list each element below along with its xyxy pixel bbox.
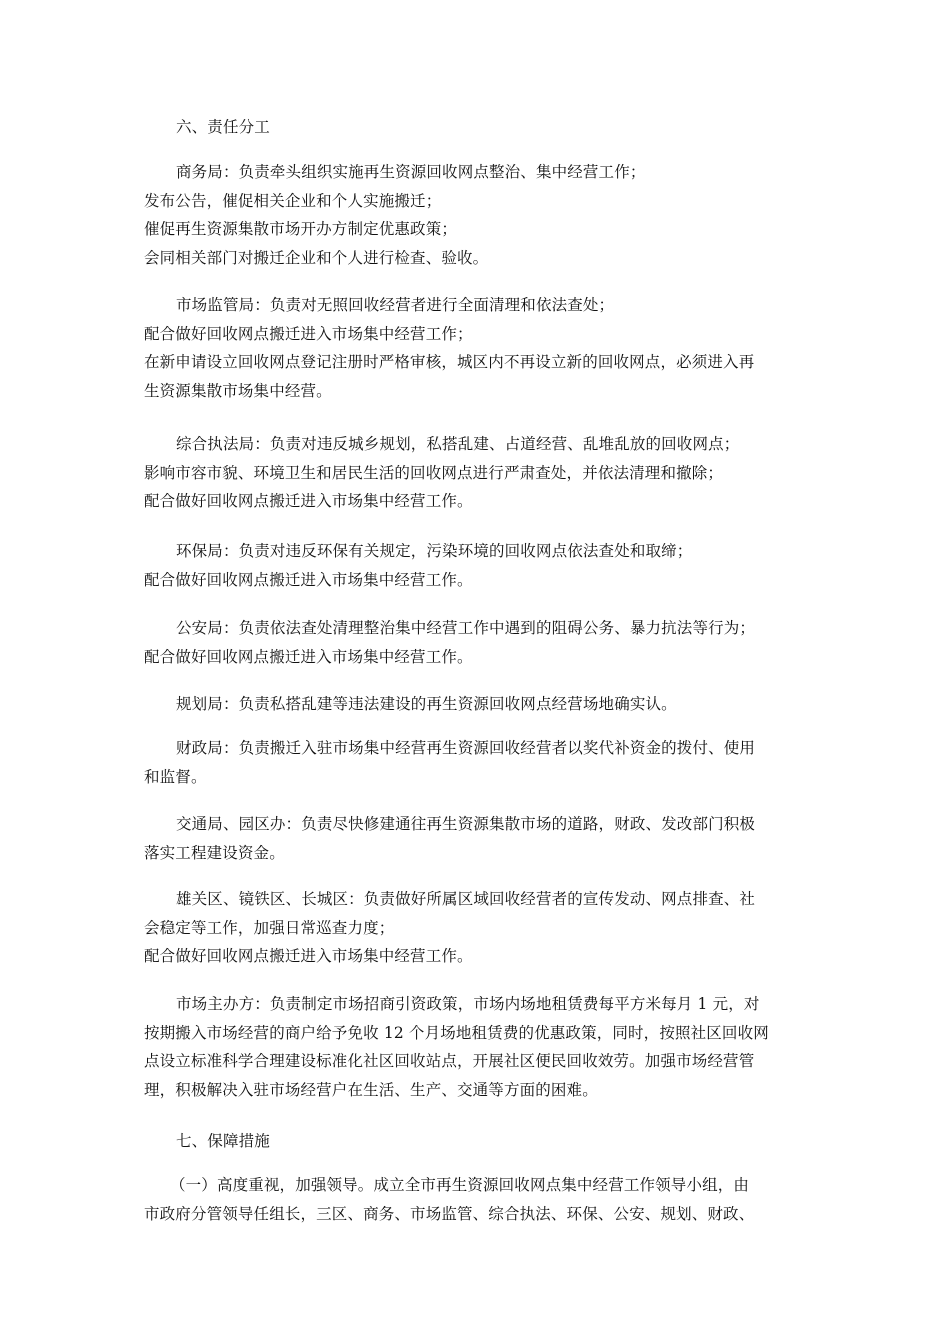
heading-text: 七、保障措施 (176, 1132, 270, 1150)
paragraph-line: 交通局、园区办：负责尽快修建通往再生资源集散市场的道路，财政、发改部门积极 (176, 815, 756, 833)
paragraph-line: 规划局：负责私搭乱建等违法建设的再生资源回收网点经营场地确实认。 (176, 695, 677, 713)
paragraph-market-organizer (144, 990, 814, 1104)
paragraph-line: 落实工程建设资金。 (144, 843, 285, 862)
paragraph-environmental-bureau (144, 537, 814, 594)
paragraph-line: 会同相关部门对搬迁企业和个人进行检查、验收。 (144, 248, 489, 267)
paragraph-commerce-bureau (144, 158, 814, 272)
paragraph-line: 配合做好回收网点搬迁进入市场集中经营工作。 (144, 492, 473, 510)
section-heading-safeguards (144, 1127, 814, 1156)
paragraph-line: 市政府分管领导任组长，三区、商务、市场监管、综合执法、环保、公安、规划、财政、 (144, 1204, 755, 1223)
paragraph-line: 发布公告，催促相关企业和个人实施搬迁； (144, 191, 442, 210)
paragraph-line: 市场主办方：负责制定市场招商引资政策，市场内场地租赁费每平方米每月 1 元，对 (176, 995, 760, 1013)
paragraph-line: 在新申请设立回收网点登记注册时严格审核，城区内不再设立新的回收网点，必须进入再 (144, 353, 755, 371)
section-heading-responsibility (144, 113, 814, 142)
paragraph-line: 商务局：负责牵头组织实施再生资源回收网点整治、集中经营工作； (176, 163, 646, 181)
paragraph-public-security-bureau (144, 614, 814, 671)
paragraph-line: 财政局：负责搬迁入驻市场集中经营再生资源回收经营者以奖代补资金的拨付、使用 (176, 739, 756, 757)
paragraph-line: 会稳定等工作，加强日常巡查力度； (144, 918, 395, 937)
paragraph-measure-1 (144, 1171, 814, 1228)
paragraph-line: 配合做好回收网点搬迁进入市场集中经营工作。 (144, 647, 473, 666)
heading-text: 六、责任分工 (176, 118, 270, 136)
paragraph-districts (144, 885, 814, 971)
paragraph-line: 环保局：负责对违反环保有关规定，污染环境的回收网点依法查处和取缔； (176, 542, 693, 560)
paragraph-finance-bureau (144, 734, 814, 791)
paragraph-line: 配合做好回收网点搬迁进入市场集中经营工作。 (144, 947, 473, 965)
paragraph-line: 配合做好回收网点搬迁进入市场集中经营工作； (144, 324, 473, 343)
paragraph-line: 雄关区、镜铁区、长城区：负责做好所属区域回收经营者的宣传发动、网点排查、社 (176, 890, 756, 908)
paragraph-line: 点设立标准科学合理建设标准化社区回收站点，开展社区便民回收效劳。加强市场经营管 (144, 1052, 755, 1070)
paragraph-line: 综合执法局：负责对违反城乡规划，私搭乱建、占道经营、乱堆乱放的回收网点； (176, 435, 740, 453)
paragraph-line: 和监督。 (144, 767, 207, 786)
paragraph-transport-bureau (144, 810, 814, 867)
paragraph-line: （一）高度重视，加强领导。成立全市再生资源回收网点集中经营工作领导小组，由 (170, 1176, 750, 1194)
paragraph-law-enforcement-bureau (144, 430, 814, 516)
paragraph-line: 按期搬入市场经营的商户给予免收 12 个月场地租赁费的优惠政策，同时，按照社区回收网 (144, 1023, 769, 1042)
paragraph-market-supervision-bureau (144, 291, 814, 405)
paragraph-line: 生资源集散市场集中经营。 (144, 381, 332, 400)
paragraph-line: 催促再生资源集散市场开办方制定优惠政策； (144, 220, 458, 238)
paragraph-line: 理，积极解决入驻市场经营户在生活、生产、交通等方面的困难。 (144, 1080, 598, 1099)
paragraph-line: 市场监管局：负责对无照回收经营者进行全面清理和依法查处； (176, 296, 615, 314)
paragraph-planning-bureau (144, 690, 814, 719)
paragraph-line: 影响市容市貌、环境卫生和居民生活的回收网点进行严肃查处，并依法清理和撤除； (144, 463, 724, 482)
paragraph-line: 公安局：负责依法查处清理整治集中经营工作中遇到的阻碍公务、暴力抗法等行为； (176, 619, 756, 637)
paragraph-line: 配合做好回收网点搬迁进入市场集中经营工作。 (144, 570, 473, 589)
